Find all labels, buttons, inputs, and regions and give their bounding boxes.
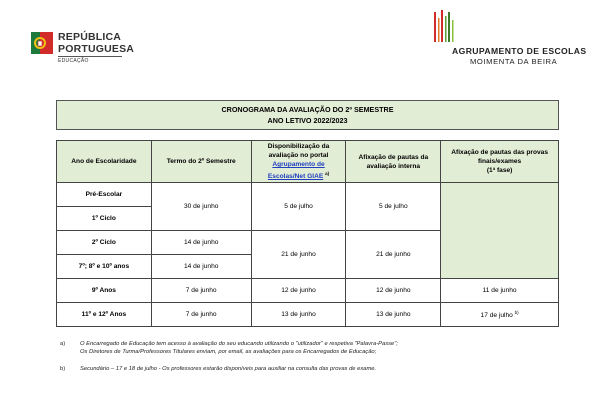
grade-cell: 1º Ciclo <box>57 207 152 231</box>
grade-cell: 7º; 8º e 10º anos <box>57 255 152 279</box>
cell: 7 de junho <box>151 303 251 327</box>
grade-cell: 9º Anos <box>57 279 152 303</box>
cell: 12 de junho <box>346 279 441 303</box>
republica-portuguesa-logo <box>30 30 140 70</box>
footnote-marker: a) <box>60 341 66 347</box>
agrupamento-logo <box>430 8 590 68</box>
empty-exam-cell <box>441 183 559 279</box>
grade-cell: 2º Ciclo <box>57 231 152 255</box>
agrupamento-emblem-icon <box>430 8 460 66</box>
header-grade: Ano de Escolaridade <box>57 141 152 183</box>
cell: 12 de junho <box>251 279 346 303</box>
cell: 30 de junho <box>151 183 251 231</box>
footnotes <box>60 340 580 373</box>
header-availability: Disponibilização da avaliação no portal Agrupamento de Escolas/Net GIAE $^{a)}$ <box>251 141 346 183</box>
cell: 5 de julho <box>346 183 441 231</box>
cell: 14 de junho <box>151 255 251 279</box>
agrupamento-subtitle: MOIMENTA DA BEIRA <box>470 57 558 66</box>
schedule-title: CRONOGRAMA DA AVALIAÇÃO DO 2º SEMESTRE <box>221 105 394 114</box>
cell: 21 de junho <box>346 231 441 279</box>
cell: 7 de junho <box>151 279 251 303</box>
cell: 17 de julho $^{b)}$ <box>441 303 559 327</box>
giae-portal-link[interactable]: Agrupamento de Escolas/Net GIAE <box>267 160 325 181</box>
schedule-table <box>56 140 559 327</box>
cell: 21 de junho <box>251 231 346 279</box>
footnote-b: b) Secundário – 17 e 18 de julho - Os professores estarão disponíveis para auxiliar na consulta das provas de exame. <box>60 366 377 372</box>
table-header-row <box>57 141 559 183</box>
cell: 13 de junho <box>251 303 346 327</box>
header-semester-end: Termo do 2º Semestre <box>151 141 251 183</box>
schedule-title-box <box>56 100 559 130</box>
cell: 11 de junho <box>441 279 559 303</box>
agrupamento-title: AGRUPAMENTO DE ESCOLAS <box>452 46 587 56</box>
header-exam-posting: Afixação de pautas das provas finais/exames (1ª fase) <box>441 141 559 183</box>
table-row <box>57 183 559 207</box>
school-year: ANO LETIVO 2022/2023 <box>267 116 348 125</box>
portugal-flag-emblem-icon <box>30 30 54 56</box>
logo-divider <box>58 56 122 57</box>
grade-cell: 11º e 12º Anos <box>57 303 152 327</box>
header-internal-posting: Afixação de pautas da avaliação interna <box>346 141 441 183</box>
cell: 5 de julho <box>251 183 346 231</box>
footnote-a: a) O Encarregado de Educação tem acesso à avaliação do seu educando utilizando o "utilizador" e respetiva "Palavra-Passe"; Os Diretores de Turma/Professores Titulares enviam, por email, as avaliações para os Encarregados de Educação; <box>60 341 398 355</box>
logo-subtext: EDUCAÇÃO <box>58 58 89 64</box>
grade-cell: Pré-Escolar <box>57 183 152 207</box>
cell: 13 de junho <box>346 303 441 327</box>
logo-text: REPÚBLICA PORTUGUESA <box>58 31 135 55</box>
table-row <box>57 279 559 303</box>
cell: 14 de junho <box>151 231 251 255</box>
footnote-marker: b) <box>60 366 66 372</box>
table-row <box>57 303 559 327</box>
